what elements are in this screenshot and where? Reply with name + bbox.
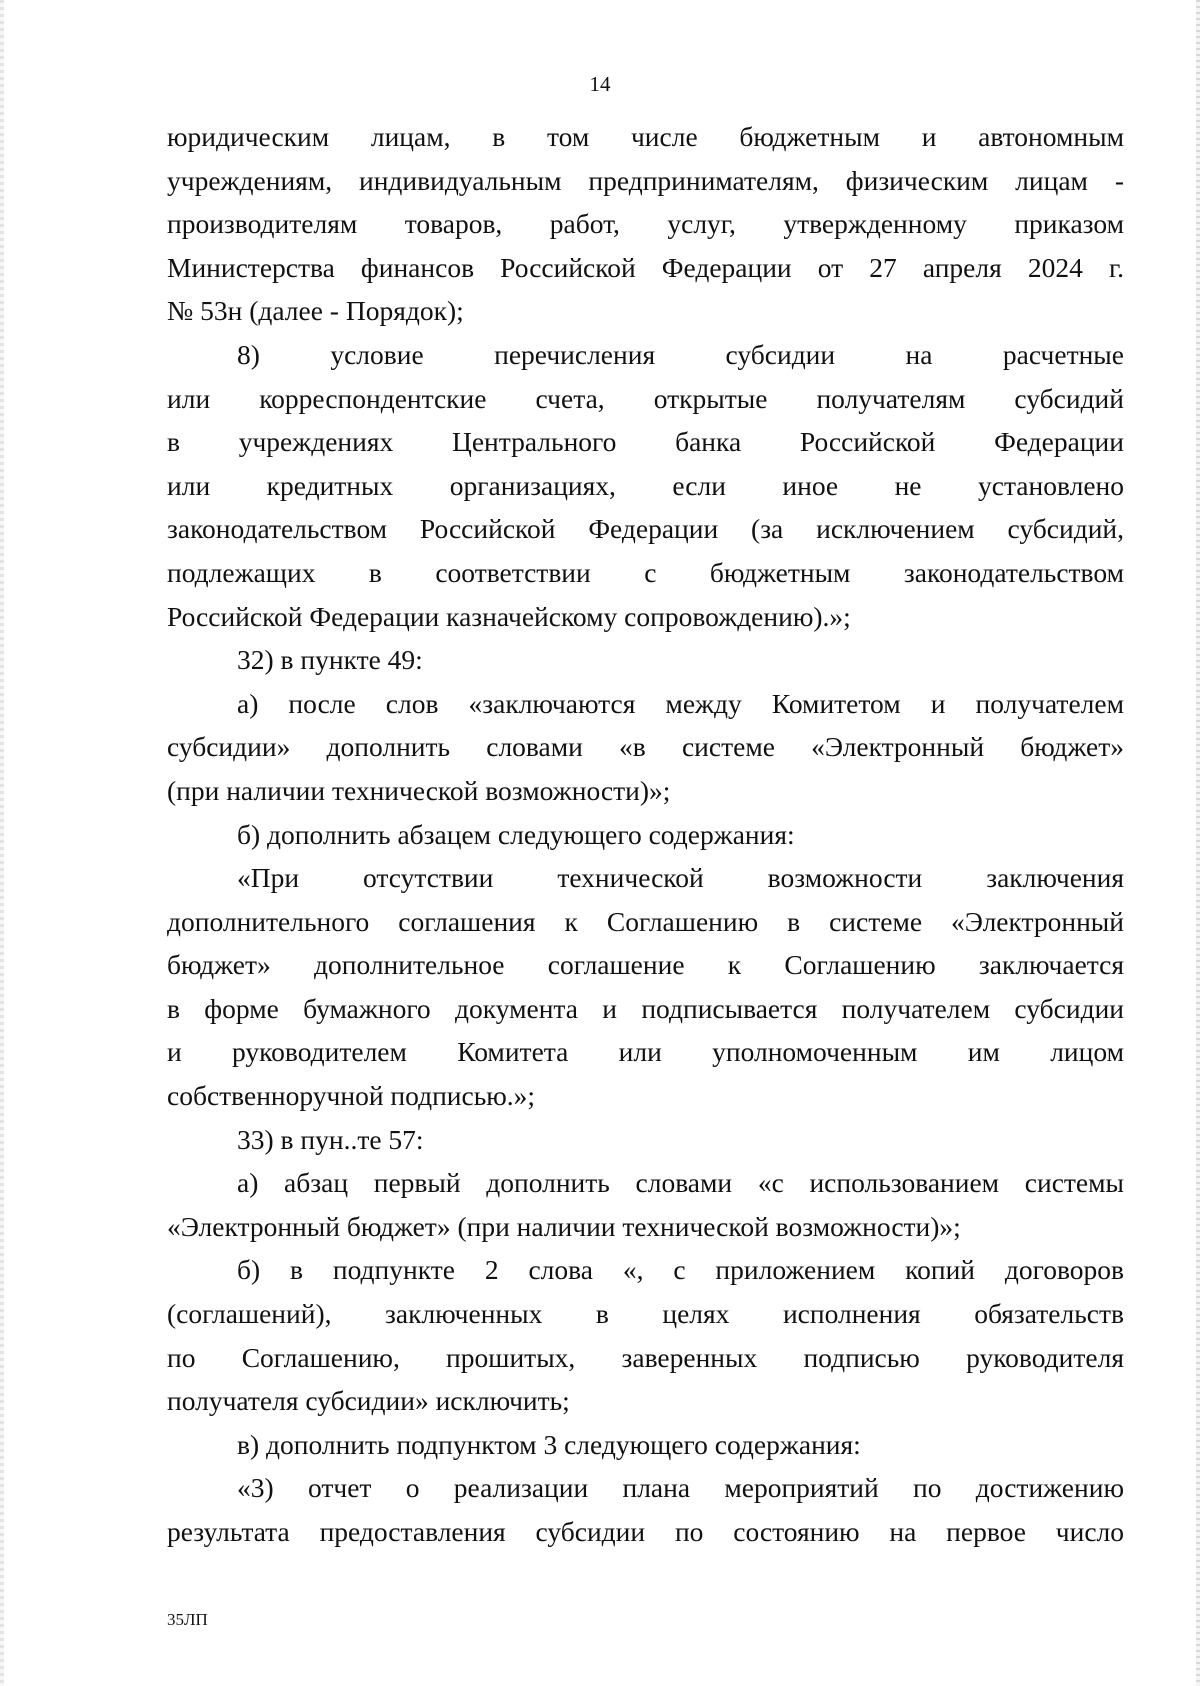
text-line: законодательством Российской Федерации (за исключением субсидий, — [167, 513, 1124, 545]
text-line: производителям товаров, работ, услуг, утвержденному приказом — [167, 208, 1124, 240]
document-body — [167, 115, 1124, 1554]
text-line: результата предоставления субсидии по состоянию на первое число — [167, 1516, 1124, 1547]
text-line: или кредитных организациях, если иное не установлено — [167, 469, 1124, 501]
text-line: или корреспондентские счета, открытые получателям субсидий — [167, 382, 1124, 414]
text-line: «При отсутствии технической возможности заключения — [237, 862, 1124, 894]
text-line: собственноручной подписью.»; — [167, 1080, 536, 1112]
scan-edge-right — [1196, 0, 1200, 1686]
text-line: а) абзац первый дополнить словами «с использованием системы — [237, 1167, 1124, 1199]
text-line: «Электронный бюджет» (при наличии технической возможности)»; — [167, 1210, 961, 1242]
text-line: юридическим лицам, в том числе бюджетным и автономным — [167, 121, 1124, 152]
text-line: 8) условие перечисления субсидии на расчетные — [237, 338, 1124, 370]
page-number: 14 — [589, 72, 611, 96]
text-line: Российской Федерации казначейскому сопровождению).»; — [167, 600, 851, 632]
text-line: и руководителем Комитета или уполномоченным им лицом — [167, 1036, 1124, 1068]
text-line: подлежащих в соответствии с бюджетным законодательством — [167, 556, 1124, 588]
text-line: Министерства финансов Российской Федерации от 27 апреля 2024 г. — [167, 251, 1124, 283]
text-line: 32) в пункте 49: — [237, 644, 423, 676]
text-line: по Соглашению, прошитых, заверенных подписью руководителя — [167, 1341, 1124, 1373]
text-line: бюджет» дополнительное соглашение к Соглашению заключается — [167, 949, 1124, 981]
text-line: «3) отчет о реализации плана мероприятий по достижению — [237, 1472, 1124, 1504]
text-line: учреждениям, индивидуальным предпринимателям, физическим лицам - — [167, 164, 1124, 196]
text-line: (соглашений), заключенных в целях исполнения обязательств — [167, 1298, 1124, 1330]
text-line: дополнительного соглашения к Соглашению в системе «Электронный — [167, 905, 1124, 937]
text-line: (при наличии технической возможности)»; — [167, 774, 671, 806]
scan-edge-left — [0, 0, 4, 1686]
footer-document-code: 35ЛП — [167, 1610, 208, 1629]
text-line: а) после слов «заключаются между Комитетом и получателем — [237, 687, 1124, 719]
text-line: в форме бумажного документа и подписывается получателем субсидии — [167, 992, 1124, 1024]
text-line: субсидии» дополнить словами «в системе «Электронный бюджет» — [167, 731, 1124, 763]
text-line: б) дополнить абзацем следующего содержания: — [237, 818, 795, 850]
text-line: б) в подпункте 2 слова «, с приложением копий договоров — [237, 1254, 1124, 1286]
text-line: 33) в пун..те 57: — [237, 1123, 424, 1155]
text-line: в учреждениях Центрального банка Российской Федерации — [167, 426, 1124, 458]
text-line: № 53н (далее - Порядок); — [167, 295, 464, 327]
text-line: получателя субсидии» исключить; — [167, 1385, 570, 1417]
text-line: в) дополнить подпунктом 3 следующего содержания: — [237, 1428, 861, 1460]
